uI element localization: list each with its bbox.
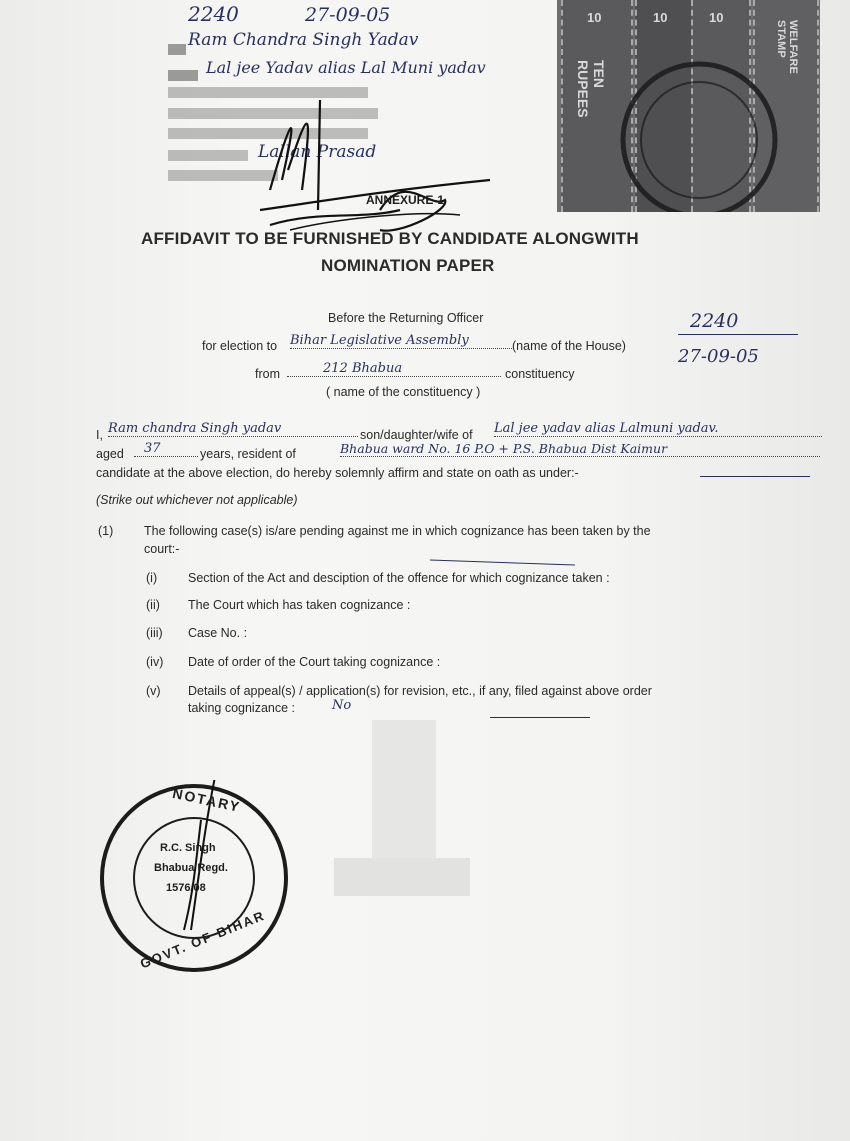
revenue-stamps xyxy=(557,0,820,212)
subitem-text: Section of the Act and desciption of the offence for which cognizance taken : xyxy=(188,571,610,585)
aged-label: aged xyxy=(96,447,124,461)
subitem-text-cont: taking cognizance : xyxy=(188,701,296,715)
stamp-ten-rupees-2: 10 xyxy=(635,0,693,212)
notary-seal xyxy=(96,780,292,976)
serial-number-top: 2240 xyxy=(188,2,239,26)
constituency-field: 212 Bhabua xyxy=(287,361,501,377)
constituency-note: ( name of the constituency ) xyxy=(326,385,481,399)
house-name-field: Bihar Legislative Assembly xyxy=(290,333,512,349)
declaration-i: I, xyxy=(96,428,103,442)
cancellation-seal xyxy=(557,0,820,212)
affirmation-line: candidate at the above election, do hereby solemnly affirm and state on oath as under:- xyxy=(96,466,579,480)
from-prefix: from xyxy=(255,367,280,381)
hindi-print-line xyxy=(168,44,186,55)
father-name-field: Lal jee yadav alias Lalmuni yadav. xyxy=(494,421,822,437)
date-top: 27-09-05 xyxy=(305,4,391,26)
subitem-number: (iv) xyxy=(146,655,164,669)
candidate-name-field: Ram chandra Singh yadav xyxy=(108,421,358,437)
hindi-print-line xyxy=(168,70,198,81)
stamp-ten-rupees-3: 10 xyxy=(691,0,751,212)
page-title: AFFIDAVIT TO BE FURNISHED BY CANDIDATE ALONGWITH xyxy=(141,229,639,248)
seal-name-text: R.C. Singh xyxy=(160,842,216,854)
election-suffix: (name of the House) xyxy=(512,339,626,353)
handwritten-lallan: Lallan Prasad xyxy=(258,142,377,162)
subitem-text: Date of order of the Court taking cognizance : xyxy=(188,655,441,669)
election-prefix: for election to xyxy=(202,339,278,353)
stamp-ten-rupees-1: 10 TEN RUPEES xyxy=(561,0,633,212)
subitem-number: (iii) xyxy=(146,626,163,640)
page-subtitle: NOMINATION PAPER xyxy=(321,256,495,275)
handwritten-candidate-name: Ram Chandra Singh Yadav xyxy=(188,30,419,50)
seal-bottom-text: GOVT. OF BIHAR xyxy=(138,907,268,972)
age-field: 37 xyxy=(134,441,198,457)
date-right: 27-09-05 xyxy=(678,346,759,367)
item-1-text-cont: court:- xyxy=(144,542,180,556)
seal-top-text: NOTARY xyxy=(171,784,243,816)
subitem-number: (ii) xyxy=(146,598,160,612)
item-1-text: The following case(s) is/are pending against me in which cognizance has been taken by the xyxy=(144,524,651,538)
scan-shadow xyxy=(334,858,470,896)
serial-number-right: 2240 xyxy=(690,310,739,332)
handwritten-underline xyxy=(700,476,810,477)
subitem-number: (v) xyxy=(146,684,161,698)
scan-shadow xyxy=(372,720,436,860)
from-suffix: constituency xyxy=(505,367,575,381)
subitem-text: Case No. : xyxy=(188,626,248,640)
subitem-text: Details of appeal(s) / application(s) for revision, etc., if any, filed against above order xyxy=(188,684,652,698)
serial-underline xyxy=(678,334,798,335)
subitem-text: The Court which has taken cognizance : xyxy=(188,598,411,612)
years-resident-label: years, resident of xyxy=(200,447,296,461)
annexure-label: ANNEXURE-1 xyxy=(366,193,445,207)
seal-number-text: 1576/08 xyxy=(166,882,206,894)
stamp-welfare: WELFARE STAMP xyxy=(753,0,819,212)
resident-address-field: Bhabua ward No. 16 P.O + P.S. Bhabua Dist Kaimur xyxy=(340,441,820,457)
relation-label: son/daughter/wife of xyxy=(360,428,473,442)
handwritten-underline xyxy=(490,717,590,718)
subitem-number: (i) xyxy=(146,571,158,585)
not-applicable-mark: No xyxy=(332,698,352,713)
handwritten-underline xyxy=(430,559,575,565)
item-1-number: (1) xyxy=(98,524,114,538)
handwritten-father-name: Lal jee Yadav alias Lal Muni yadav xyxy=(206,58,486,77)
seal-place-text: Bhabua Regd. xyxy=(154,862,228,874)
returning-officer-line: Before the Returning Officer xyxy=(328,311,484,325)
strike-note: (Strike out whichever not applicable) xyxy=(96,493,298,507)
